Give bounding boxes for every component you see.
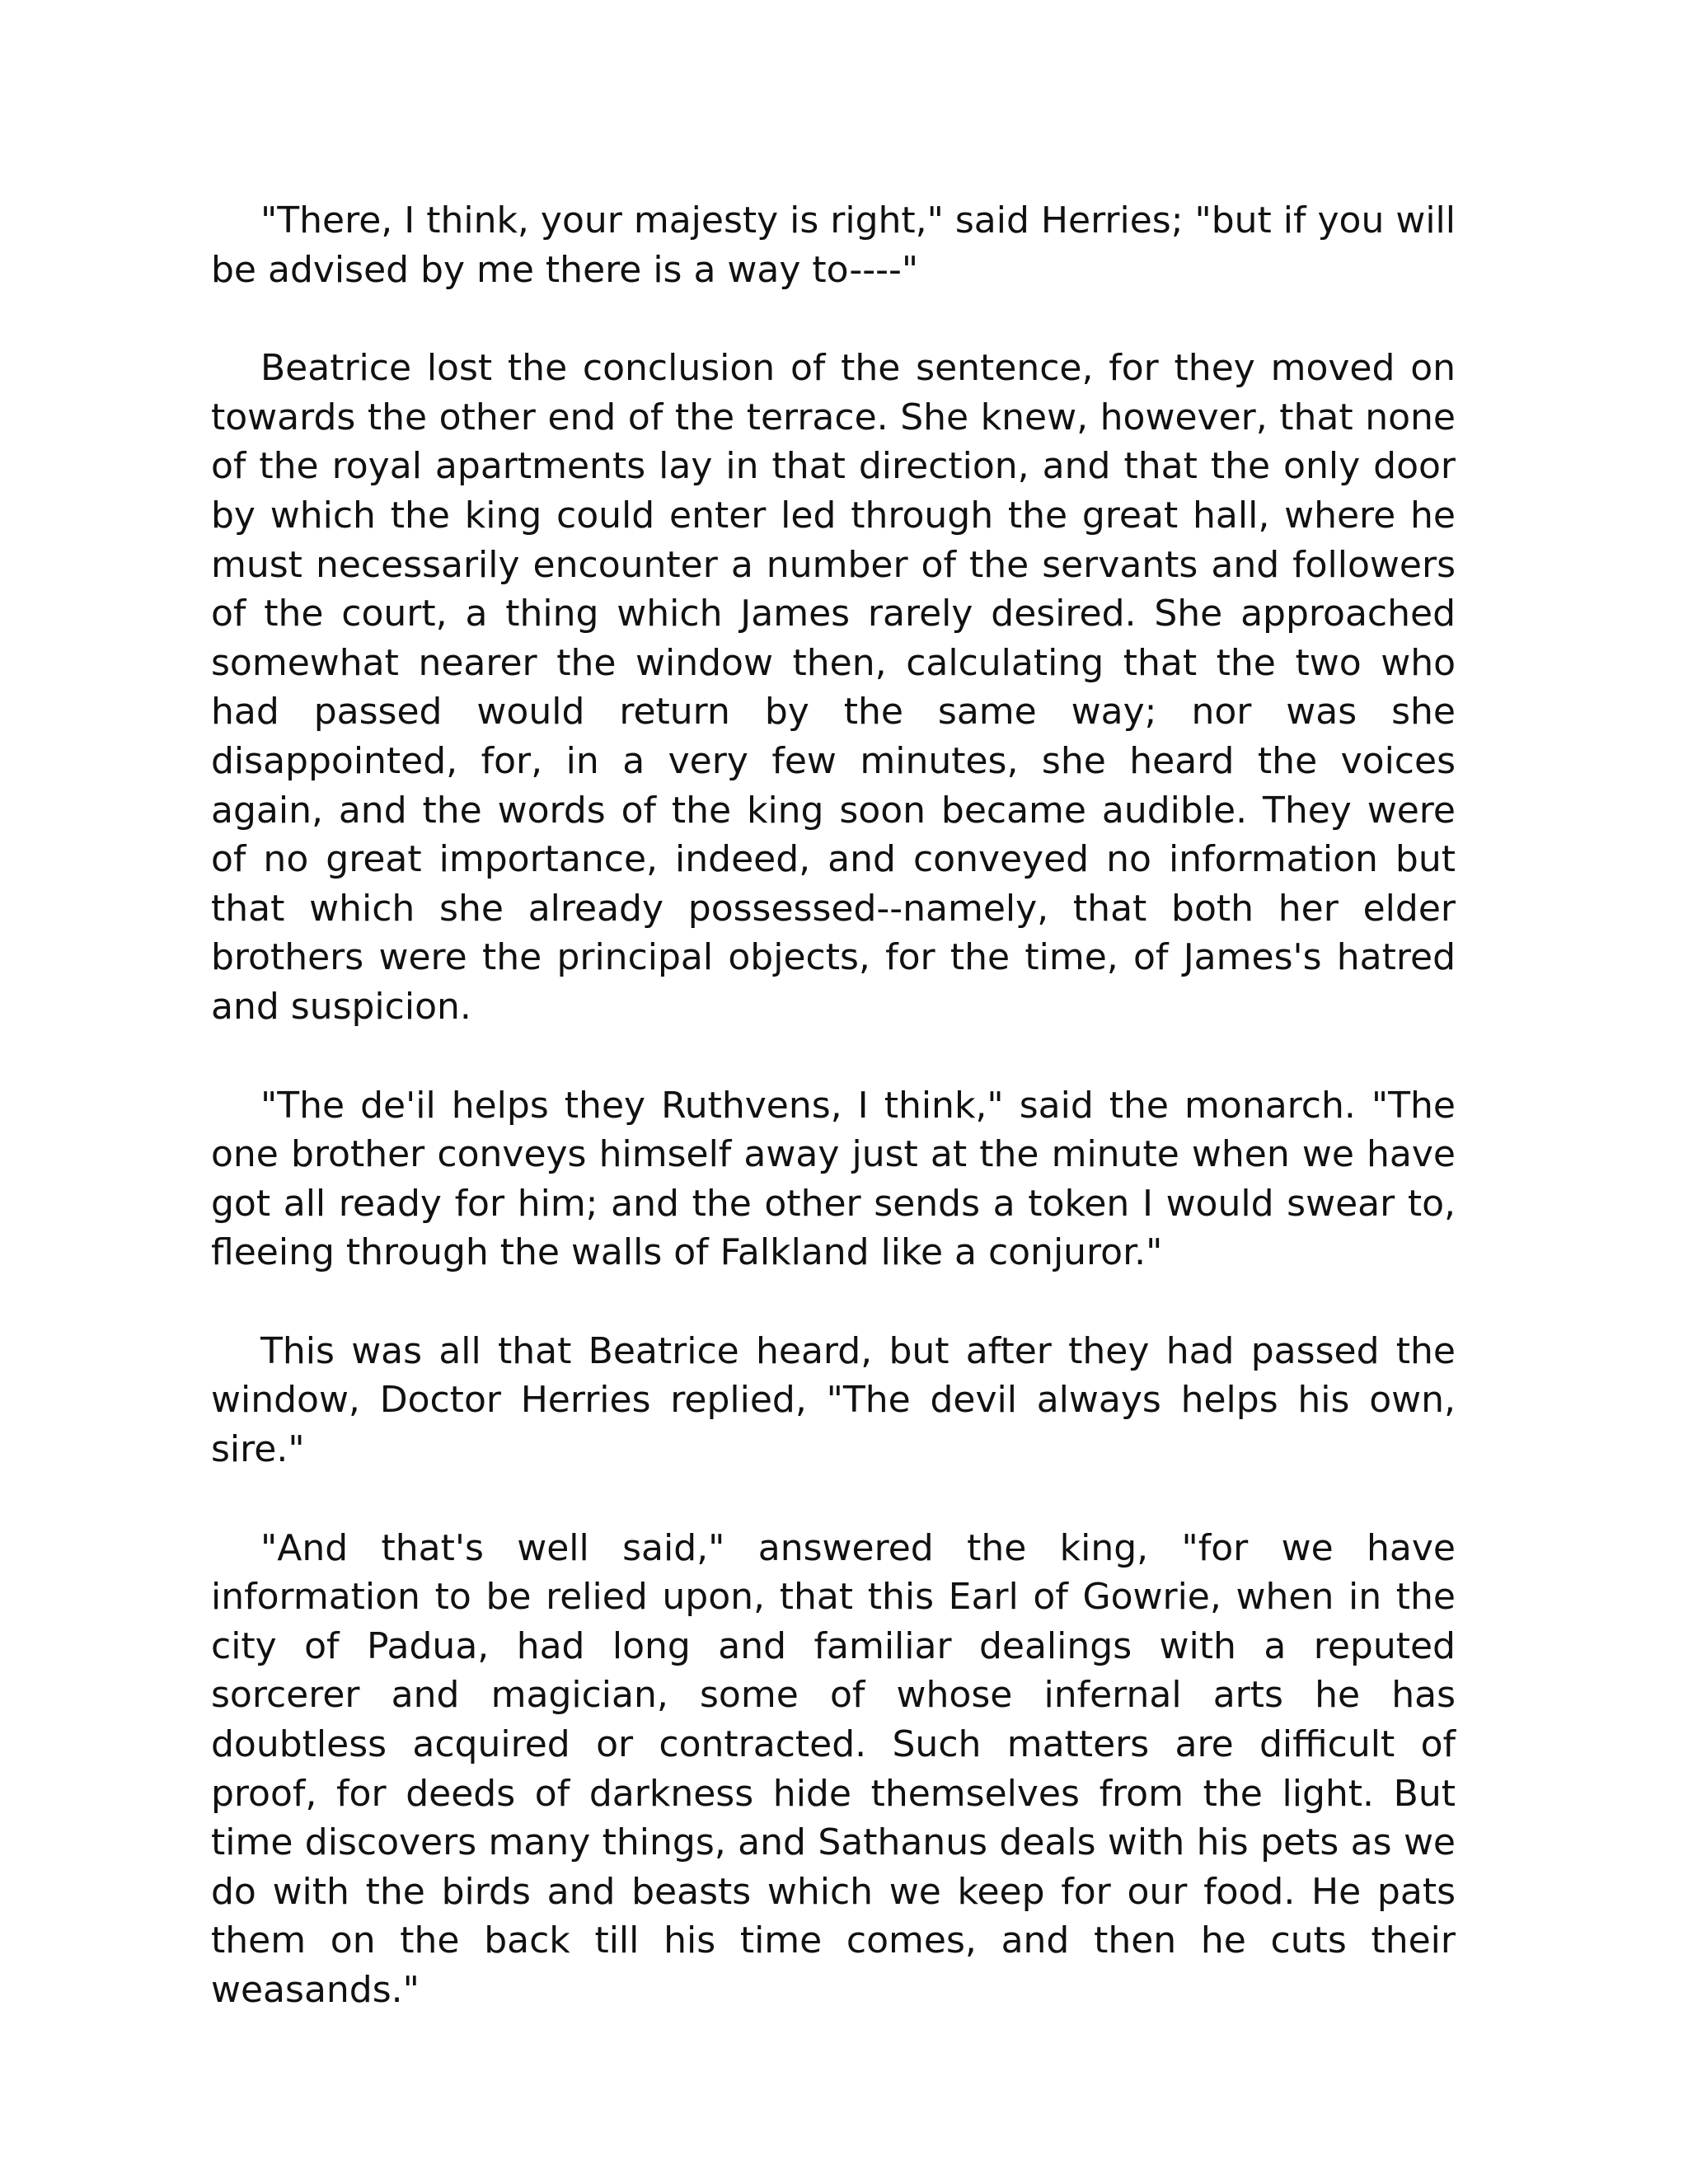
- paragraph-5: "And that's well said," answered the king, "for we have information to be relied upon, that this Earl of Gowrie, when in the city of Padua, had long and familiar dealings with a reputed sorcerer and magician, some of whose infernal arts he has doubtless acquired or contracted. Such matters are difficult of proof, for deeds of darkness hide themselves from the light. But time discovers many things, and Sathanus deals with his pets as we do with the birds and beasts which we keep for our food. He pats them on the back till his time comes, and then he cuts their weasands.": [211, 1526, 1456, 2011]
- paragraph-1: "There, I think, your majesty is right," said Herries; "but if you will be advised by me there is a way to----": [211, 199, 1456, 291]
- paragraph-2: Beatrice lost the conclusion of the sentence, for they moved on towards the other end of the terrace. She knew, however, that none of the royal apartments lay in that direction, and that the only door by which the king could enter led through the great hall, where he must necessarily encounter a number of the servants and followers of the court, a thing which James rarely desired. She approached somewhat nearer the window then, calculating that the two who had passed would return by the same way; nor was she disappointed, for, in a very few minutes, she heard the voices again, and the words of the king soon became audible. They were of no great importance, indeed, and conveyed no information but that which she already possessed--namely, that both her elder brothers were the principal objects, for the time, of James's hatred and suspicion.: [211, 347, 1456, 1028]
- paragraph-4: This was all that Beatrice heard, but after they had passed the window, Doctor Herries replied, "The devil always helps his own, sire.": [211, 1329, 1456, 1471]
- document-page: [211, 196, 1456, 2064]
- paragraph-3: "The de'il helps they Ruthvens, I think," said the monarch. "The one brother conveys himself away just at the minute when we have got all ready for him; and the other sends a token I would swear to, fleeing through the walls of Falkland like a conjuror.": [211, 1084, 1456, 1274]
